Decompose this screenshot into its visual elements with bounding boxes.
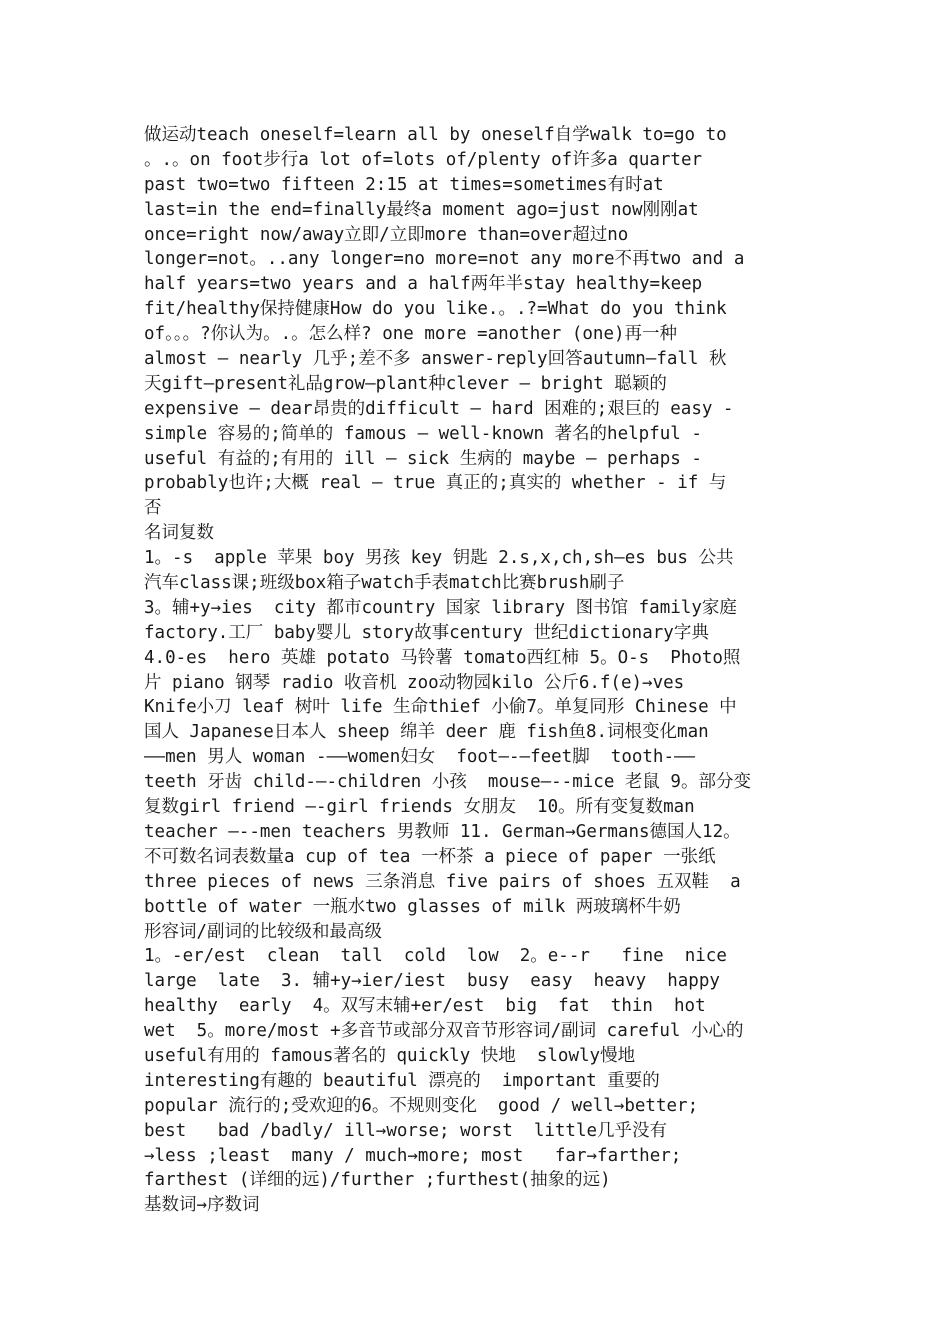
text-line: interesting有趣的 beautiful 漂亮的 important 重要的 (144, 1070, 660, 1091)
text-line: Knife小刀 leaf 树叶 life 生命thief 小偷7。单复同形 Chinese 中 (144, 697, 737, 718)
text-line: farthest (详细的远)/further ;furthest(抽象的远) (144, 1170, 611, 1191)
text-line: fit/healthy保持健康How do you like.。.?=What do you think (144, 299, 727, 320)
text-line: almost — nearly 几乎;差不多 answer-reply回答autumn—fall 秋 (144, 349, 727, 370)
text-line: last=in the end=finally最终a moment ago=just now刚刚at (144, 199, 699, 220)
text-line: 。.。on foot步行a lot of=lots of/plenty of许多a quarter (144, 149, 703, 170)
text-line: 否 (144, 498, 162, 519)
text-line: once=right now/away立即/立即more than=over超过no (144, 224, 629, 245)
text-line: three pieces of news 三条消息 five pairs of shoes 五双鞋 a (144, 871, 741, 892)
text-line: 1。-s apple 苹果 boy 男孩 key 钥匙 2.s,x,ch,sh—es bus 公共 (144, 548, 734, 569)
document-body (144, 123, 808, 1218)
text-line: 做运动teach oneself=learn all by oneself自学walk to=go to (144, 125, 727, 145)
text-line: →less ;least many / much→more; most far→farther; (144, 1145, 682, 1166)
text-line: 4.0-es hero 英雄 potato 马铃薯 tomato西红柿 5。O-s Photo照 (144, 647, 741, 668)
text-line: 复数girl friend —-girl friends 女朋友 10。所有变复数man (144, 797, 695, 818)
text-line: longer=not。..any longer=no more=not any more不再two and a (144, 249, 745, 270)
text-line: 3。辅+y→ies city 都市country 国家 library 图书馆 family家庭 (144, 597, 737, 618)
text-line: factory.工厂 baby婴儿 story故事century 世纪dictionary字典 (144, 622, 709, 643)
text-line: 国人 Japanese日本人 sheep 绵羊 deer 鹿 fish鱼8.词根变化man (144, 722, 709, 743)
text-line: probably也许;大概 real — true 真正的;真实的 whether - if 与 (144, 473, 727, 494)
text-line: 名词复数 (144, 523, 214, 544)
text-line: teeth 牙齿 child-—-children 小孩 mouse—--mice 老鼠 9。部分变 (144, 772, 751, 793)
text-line: teacher —--men teachers 男教师 11. German→Germans德国人12。 (144, 821, 741, 842)
text-line: useful 有益的;有用的 ill — sick 生病的 maybe — perhaps - (144, 448, 702, 469)
text-line: half years=two years and a half两年半stay healthy=keep (144, 274, 703, 295)
text-line: 1。-er/est clean tall cold low 2。e--r fine nice (144, 946, 727, 967)
text-line: 基数词→序数词 (144, 1195, 260, 1216)
text-line: of。。。?你认为。.。怎么样? one more =another (one)再一种 (144, 324, 678, 345)
text-line: simple 容易的;简单的 famous — well-known 著名的helpful - (144, 423, 702, 444)
text-line: 形容词/副词的比较级和最高级 (144, 921, 383, 942)
text-line: wet 5。more/most +多音节或部分双音节形容词/副词 careful 小心的 (144, 1021, 744, 1042)
text-line: useful有用的 famous著名的 quickly 快地 slowly慢地 (144, 1045, 636, 1066)
text-line: 天gift—present礼品grow—plant种clever — bright 聪颖的 (144, 373, 667, 394)
text-line: ——men 男人 woman -——women妇女 foot—-—feet脚 tooth-—— (144, 747, 696, 768)
text-line: expensive — dear昂贵的difficult — hard 困难的;艰巨的 easy - (144, 398, 734, 419)
text-line: bottle of water 一瓶水two glasses of milk 两玻璃杯牛奶 (144, 896, 681, 917)
text-line: large late 3. 辅+y→ier/iest busy easy heavy happy (144, 971, 720, 992)
text-line: popular 流行的;受欢迎的6。不规则变化 good / well→better; (144, 1095, 699, 1116)
text-line: 汽车class课;班级box箱子watch手表match比赛brush刷子 (144, 573, 625, 594)
text-line: 片 piano 钢琴 radio 收音机 zoo动物园kilo 公斤6.f(e)→ves (144, 672, 685, 693)
text-line: healthy early 4。双写末辅+er/est big fat thin hot (144, 996, 706, 1017)
text-line: 不可数名词表数量a cup of tea 一杯茶 a piece of paper 一张纸 (144, 846, 716, 867)
text-line: past two=two fifteen 2:15 at times=sometimes有时at (144, 174, 664, 195)
text-line: best bad /badly/ ill→worse; worst little几乎没有 (144, 1120, 668, 1141)
